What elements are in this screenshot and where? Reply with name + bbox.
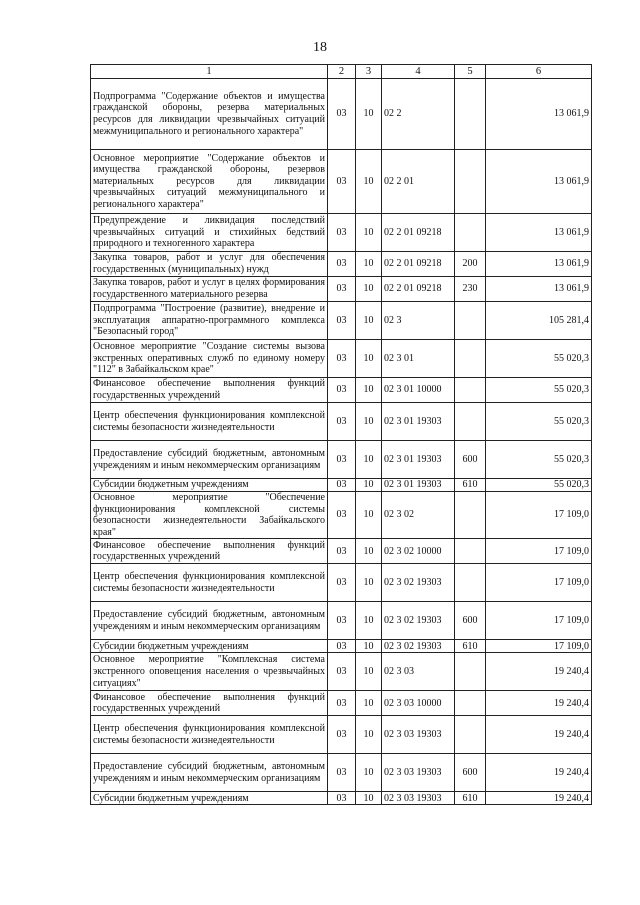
expense-type-cell: 610 — [455, 792, 486, 805]
row-name-cell: Субсидии бюджетным учреждениям — [91, 479, 328, 492]
row-name-cell: Подпрограмма "Построение (развитие), внедрение и эксплуатация аппаратно-программного комплекса "Безопасный город" — [91, 302, 328, 340]
amount-cell: 55 020,3 — [486, 340, 592, 378]
table-row — [91, 792, 592, 805]
subsection-code-cell: 10 — [356, 302, 382, 340]
table-row — [91, 277, 592, 302]
subsection-code-cell: 10 — [356, 754, 382, 792]
target-article-cell: 02 2 01 09218 — [382, 277, 455, 302]
amount-cell: 13 061,9 — [486, 214, 592, 252]
subsection-code-cell: 10 — [356, 403, 382, 441]
expense-type-cell — [455, 691, 486, 716]
expense-type-cell — [455, 150, 486, 214]
section-code-cell: 03 — [328, 441, 356, 479]
expense-type-cell — [455, 214, 486, 252]
column-header: 2 — [328, 65, 356, 79]
column-header: 3 — [356, 65, 382, 79]
table-row — [91, 403, 592, 441]
row-name-cell: Предоставление субсидий бюджетным, автономным учреждениям и иным некоммерческим организациям — [91, 754, 328, 792]
section-code-cell: 03 — [328, 792, 356, 805]
subsection-code-cell: 10 — [356, 441, 382, 479]
row-name-cell: Субсидии бюджетным учреждениям — [91, 792, 328, 805]
subsection-code-cell: 10 — [356, 214, 382, 252]
target-article-cell: 02 3 02 19303 — [382, 640, 455, 653]
subsection-code-cell: 10 — [356, 252, 382, 277]
section-code-cell: 03 — [328, 150, 356, 214]
subsection-code-cell: 10 — [356, 150, 382, 214]
target-article-cell: 02 3 02 19303 — [382, 564, 455, 602]
section-code-cell: 03 — [328, 691, 356, 716]
table-row — [91, 716, 592, 754]
subsection-code-cell: 10 — [356, 539, 382, 564]
row-name-cell: Основное мероприятие "Комплексная система экстренного оповещения населения о чрезвычайных ситуациях" — [91, 653, 328, 691]
target-article-cell: 02 3 03 19303 — [382, 792, 455, 805]
row-name-cell: Закупка товаров, работ и услуг для обеспечения государственных (муниципальных) нужд — [91, 252, 328, 277]
expense-type-cell — [455, 403, 486, 441]
target-article-cell: 02 2 01 — [382, 150, 455, 214]
table-row — [91, 79, 592, 150]
target-article-cell: 02 2 01 09218 — [382, 252, 455, 277]
amount-cell: 13 061,9 — [486, 150, 592, 214]
table-row — [91, 564, 592, 602]
target-article-cell: 02 2 01 09218 — [382, 214, 455, 252]
target-article-cell: 02 3 01 19303 — [382, 403, 455, 441]
section-code-cell: 03 — [328, 716, 356, 754]
table-row — [91, 441, 592, 479]
row-name-cell: Финансовое обеспечение выполнения функций государственных учреждений — [91, 378, 328, 403]
table-row — [91, 754, 592, 792]
section-code-cell: 03 — [328, 640, 356, 653]
subsection-code-cell: 10 — [356, 564, 382, 602]
amount-cell: 105 281,4 — [486, 302, 592, 340]
page-number: 18 — [313, 40, 327, 55]
expense-type-cell — [455, 378, 486, 403]
subsection-code-cell: 10 — [356, 653, 382, 691]
section-code-cell: 03 — [328, 340, 356, 378]
section-code-cell: 03 — [328, 653, 356, 691]
expense-type-cell: 610 — [455, 479, 486, 492]
amount-cell: 17 109,0 — [486, 564, 592, 602]
target-article-cell: 02 3 03 19303 — [382, 716, 455, 754]
table-row — [91, 378, 592, 403]
table-row — [91, 653, 592, 691]
target-article-cell: 02 2 — [382, 79, 455, 150]
subsection-code-cell: 10 — [356, 378, 382, 403]
subsection-code-cell: 10 — [356, 277, 382, 302]
row-name-cell: Основное мероприятие "Обеспечение функционирования комплексной системы безопасности жизнедеятельности Забайкальского края" — [91, 492, 328, 539]
table-row — [91, 150, 592, 214]
expense-type-cell — [455, 340, 486, 378]
expense-type-cell — [455, 716, 486, 754]
expense-type-cell — [455, 539, 486, 564]
amount-cell: 17 109,0 — [486, 492, 592, 539]
subsection-code-cell: 10 — [356, 492, 382, 539]
section-code-cell: 03 — [328, 302, 356, 340]
column-header: 1 — [91, 65, 328, 79]
subsection-code-cell: 10 — [356, 716, 382, 754]
column-header: 5 — [455, 65, 486, 79]
expense-type-cell: 600 — [455, 602, 486, 640]
table-row — [91, 691, 592, 716]
amount-cell: 19 240,4 — [486, 653, 592, 691]
row-name-cell: Предоставление субсидий бюджетным, автономным учреждениям и иным некоммерческим организациям — [91, 441, 328, 479]
section-code-cell: 03 — [328, 214, 356, 252]
table-row — [91, 252, 592, 277]
expense-type-cell — [455, 653, 486, 691]
amount-cell: 17 109,0 — [486, 640, 592, 653]
row-name-cell: Центр обеспечения функционирования комплексной системы безопасности жизнедеятельности — [91, 403, 328, 441]
amount-cell: 17 109,0 — [486, 539, 592, 564]
expense-type-cell — [455, 302, 486, 340]
subsection-code-cell: 10 — [356, 640, 382, 653]
column-header: 6 — [486, 65, 592, 79]
expense-type-cell: 600 — [455, 441, 486, 479]
row-name-cell: Закупка товаров, работ и услуг в целях формирования государственного материального резерва — [91, 277, 328, 302]
amount-cell: 19 240,4 — [486, 754, 592, 792]
expense-type-cell: 600 — [455, 754, 486, 792]
table-row — [91, 492, 592, 539]
table-row — [91, 214, 592, 252]
target-article-cell: 02 3 — [382, 302, 455, 340]
expense-type-cell — [455, 79, 486, 150]
row-name-cell: Центр обеспечения функционирования комплексной системы безопасности жизнедеятельности — [91, 716, 328, 754]
section-code-cell: 03 — [328, 479, 356, 492]
table-row — [91, 479, 592, 492]
target-article-cell: 02 3 01 19303 — [382, 479, 455, 492]
table-row — [91, 539, 592, 564]
row-name-cell: Финансовое обеспечение выполнения функций государственных учреждений — [91, 539, 328, 564]
column-header: 4 — [382, 65, 455, 79]
subsection-code-cell: 10 — [356, 691, 382, 716]
row-name-cell: Субсидии бюджетным учреждениям — [91, 640, 328, 653]
amount-cell: 19 240,4 — [486, 691, 592, 716]
expense-type-cell — [455, 492, 486, 539]
amount-cell: 55 020,3 — [486, 479, 592, 492]
section-code-cell: 03 — [328, 79, 356, 150]
section-code-cell: 03 — [328, 378, 356, 403]
section-code-cell: 03 — [328, 754, 356, 792]
subsection-code-cell: 10 — [356, 479, 382, 492]
target-article-cell: 02 3 01 19303 — [382, 441, 455, 479]
table-body — [91, 79, 592, 805]
row-name-cell: Предоставление субсидий бюджетным, автономным учреждениям и иным некоммерческим организациям — [91, 602, 328, 640]
expense-type-cell: 610 — [455, 640, 486, 653]
budget-table — [90, 64, 592, 805]
section-code-cell: 03 — [328, 602, 356, 640]
subsection-code-cell: 10 — [356, 79, 382, 150]
amount-cell: 13 061,9 — [486, 79, 592, 150]
target-article-cell: 02 3 03 — [382, 653, 455, 691]
table-row — [91, 340, 592, 378]
target-article-cell: 02 3 03 10000 — [382, 691, 455, 716]
subsection-code-cell: 10 — [356, 340, 382, 378]
row-name-cell: Основное мероприятие "Содержание объектов и имущества гражданской обороны, резервов материальных ресурсов для ликвидации чрезвычайных ситуаций межмуниципального и регионального характера" — [91, 150, 328, 214]
row-name-cell: Центр обеспечения функционирования комплексной системы безопасности жизнедеятельности — [91, 564, 328, 602]
amount-cell: 19 240,4 — [486, 716, 592, 754]
table-row — [91, 302, 592, 340]
section-code-cell: 03 — [328, 252, 356, 277]
table-row — [91, 640, 592, 653]
amount-cell: 19 240,4 — [486, 792, 592, 805]
amount-cell: 17 109,0 — [486, 602, 592, 640]
target-article-cell: 02 3 01 10000 — [382, 378, 455, 403]
section-code-cell: 03 — [328, 403, 356, 441]
amount-cell: 13 061,9 — [486, 277, 592, 302]
target-article-cell: 02 3 02 — [382, 492, 455, 539]
section-code-cell: 03 — [328, 564, 356, 602]
target-article-cell: 02 3 02 19303 — [382, 602, 455, 640]
expense-type-cell: 200 — [455, 252, 486, 277]
section-code-cell: 03 — [328, 492, 356, 539]
target-article-cell: 02 3 02 10000 — [382, 539, 455, 564]
target-article-cell: 02 3 01 — [382, 340, 455, 378]
table-header — [91, 65, 592, 79]
table-row — [91, 602, 592, 640]
section-code-cell: 03 — [328, 277, 356, 302]
row-name-cell: Предупреждение и ликвидация последствий чрезвычайных ситуаций и стихийных бедствий природного и техногенного характера — [91, 214, 328, 252]
amount-cell: 55 020,3 — [486, 403, 592, 441]
section-code-cell: 03 — [328, 539, 356, 564]
amount-cell: 13 061,9 — [486, 252, 592, 277]
expense-type-cell: 230 — [455, 277, 486, 302]
amount-cell: 55 020,3 — [486, 441, 592, 479]
subsection-code-cell: 10 — [356, 602, 382, 640]
row-name-cell: Основное мероприятие "Создание системы вызова экстренных оперативных служб по единому номеру "112" в Забайкальском крае" — [91, 340, 328, 378]
row-name-cell: Финансовое обеспечение выполнения функций государственных учреждений — [91, 691, 328, 716]
target-article-cell: 02 3 03 19303 — [382, 754, 455, 792]
subsection-code-cell: 10 — [356, 792, 382, 805]
row-name-cell: Подпрограмма "Содержание объектов и имущества гражданской обороны, резерва материальных ресурсов для ликвидации чрезвычайных ситуаций межмуниципального и регионального характера" — [91, 79, 328, 150]
amount-cell: 55 020,3 — [486, 378, 592, 403]
expense-type-cell — [455, 564, 486, 602]
